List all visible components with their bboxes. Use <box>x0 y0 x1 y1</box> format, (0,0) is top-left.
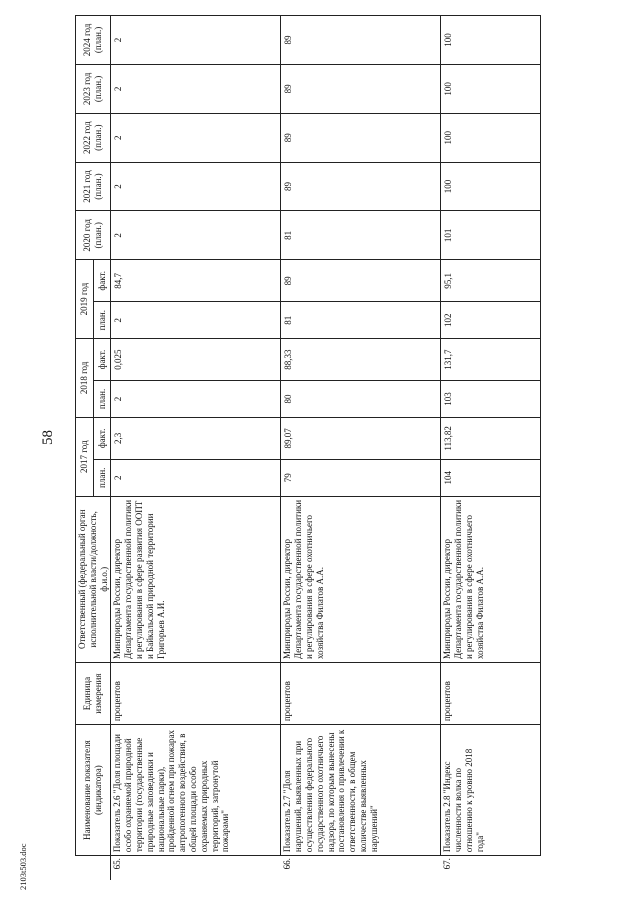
value-2024: 89 <box>281 16 441 65</box>
header-2019-plan: план. <box>93 302 111 339</box>
value-2023: 100 <box>441 64 541 113</box>
row-number: 65. <box>112 858 123 870</box>
value-2020: 81 <box>281 211 441 260</box>
value-2017-plan: 79 <box>281 459 441 496</box>
unit-cell: процентов <box>111 663 281 725</box>
header-2017: 2017 год <box>76 417 94 496</box>
value-2021: 2 <box>111 162 281 211</box>
value-2019-plan: 102 <box>441 302 541 339</box>
header-2018-plan: план. <box>93 381 111 418</box>
value-2019-fact: 84,7 <box>111 260 281 302</box>
value-2019-plan: 81 <box>281 302 441 339</box>
table-row <box>281 16 441 881</box>
value-2018-fact: 88,33 <box>281 339 441 381</box>
value-2017-fact: 2,3 <box>111 417 281 459</box>
value-2022: 2 <box>111 113 281 162</box>
value-2024: 100 <box>441 16 541 65</box>
indicator-table-sheet <box>75 15 615 880</box>
unit-cell: процентов <box>281 663 441 725</box>
header-2018: 2018 год <box>76 339 94 418</box>
responsible-cell: Минприроды России, директор Департамента государственной политики и регулирования в сфере охотничьего хозяйства Филатов А.А. <box>281 496 441 662</box>
value-2023: 2 <box>111 64 281 113</box>
row-number: 66. <box>281 858 292 870</box>
value-2018-fact: 0,025 <box>111 339 281 381</box>
value-2022: 89 <box>281 113 441 162</box>
header-2017-fact: факт. <box>93 417 111 459</box>
indicator-table <box>75 15 541 880</box>
table-row <box>111 16 281 881</box>
header-2018-fact: факт. <box>93 339 111 381</box>
value-2018-plan: 2 <box>111 381 281 418</box>
responsible-cell: Минприроды России, директор Департамента государственной политики и регулирования в сфере охотничьего хозяйства Филатов А.А. <box>441 496 541 662</box>
header-2022: 2022 год (план.) <box>76 113 111 162</box>
value-2020: 2 <box>111 211 281 260</box>
value-2022: 100 <box>441 113 541 162</box>
value-2017-plan: 2 <box>111 459 281 496</box>
page-number: 58 <box>40 430 56 445</box>
value-2021: 100 <box>441 162 541 211</box>
value-2019-fact: 95,1 <box>441 260 541 302</box>
header-2024: 2024 год (план.) <box>76 16 111 65</box>
value-2017-fact: 113,82 <box>441 417 541 459</box>
indicator-name: Показатель 2.8 "Индекс численности волка по отношению к уровню 2018 года" <box>441 725 541 856</box>
header-2019: 2019 год <box>76 260 94 339</box>
header-unit: Единица измерения <box>76 663 111 725</box>
value-2019-fact: 89 <box>281 260 441 302</box>
value-2020: 101 <box>441 211 541 260</box>
value-2018-fact: 131,7 <box>441 339 541 381</box>
indicator-name: Показатель 2.7 "Доля нарушений, выявленных при осуществлении федерального государственного охотничьего надзора, по которым вынесены постановления о привлечении к ответственности, в общем количестве выявленных нарушений" <box>281 725 441 856</box>
value-2018-plan: 103 <box>441 381 541 418</box>
header-2017-plan: план. <box>93 459 111 496</box>
header-2021: 2021 год (план.) <box>76 162 111 211</box>
header-name: Наименование показателя (индикатора) <box>76 725 111 856</box>
header-2020: 2020 год (план.) <box>76 211 111 260</box>
value-2021: 89 <box>281 162 441 211</box>
indicator-name: Показатель 2.6 "Доля площади особо охраняемой природной территории (государственные природные заповедники и национальные парки), пройденной огнем при пожарах антропогенного воздействия, в общей площади особо охраняемых природных территорий, затронутой пожарами" <box>111 725 281 856</box>
value-2017-plan: 104 <box>441 459 541 496</box>
value-2019-plan: 2 <box>111 302 281 339</box>
header-2019-fact: факт. <box>93 260 111 302</box>
responsible-cell: Минприроды России, директор Департамента государственной политики и регулирования в сфере развития ООПТ и Байкальской природной территории Григорьев А.И. <box>111 496 281 662</box>
value-2018-plan: 80 <box>281 381 441 418</box>
header-2023: 2023 год (план.) <box>76 64 111 113</box>
value-2017-fact: 89,07 <box>281 417 441 459</box>
footer-file-code: 2103t503.doc <box>18 843 28 890</box>
value-2024: 2 <box>111 16 281 65</box>
row-number: 67. <box>441 858 452 870</box>
unit-cell: процентов <box>441 663 541 725</box>
table-row <box>441 16 541 881</box>
header-responsible: Ответственный (федеральный орган исполнительной власти/должность, ф.и.о.) <box>76 496 111 662</box>
value-2023: 89 <box>281 64 441 113</box>
